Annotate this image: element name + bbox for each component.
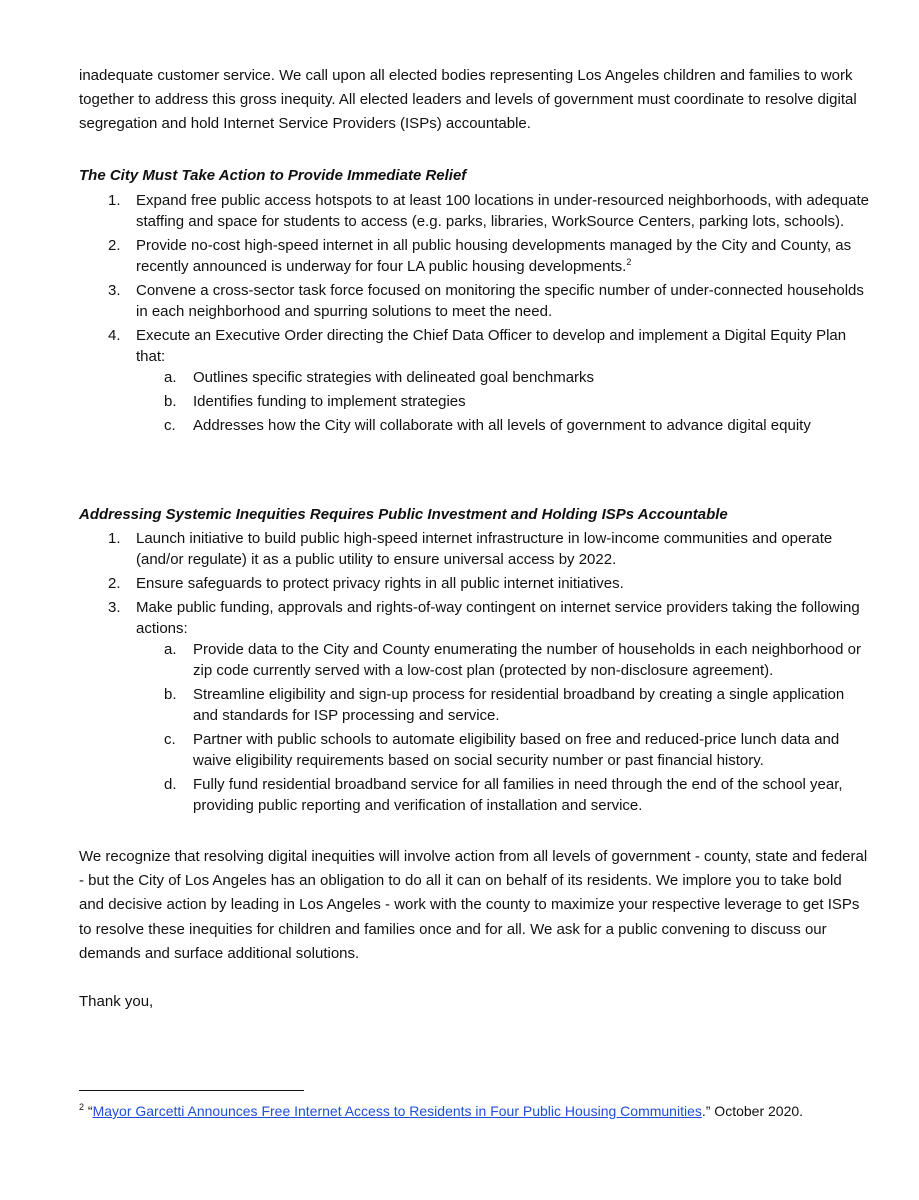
sublist-item [136,684,869,726]
list-item-text: Make public funding, approvals and rights-of-way contingent on internet service providers taking the following actions: [136,598,860,637]
footnote-citation-tail: .” October 2020. [701,1103,804,1119]
sublist-item-text: Fully fund residential broadband service for all families in need through the end of the school year, providing public reporting and verification of installation and service. [193,775,843,814]
immediate-relief-list [79,190,869,438]
list-item-number: 4. [108,326,121,344]
list-item [79,573,869,594]
list-item-text: Convene a cross-sector task force focused on monitoring the specific number of under-connected households in each neighborhood and spurring solutions to meet the need. [136,281,864,321]
sublist-item-letter: d. [164,775,177,793]
sublist-item [136,391,869,412]
digital-equity-plan-sublist [136,367,869,436]
sublist-item [136,639,869,681]
sublist-item [136,415,869,436]
list-item-number: 3. [108,598,121,616]
list-item-number: 2. [108,236,121,254]
footnote-separator [79,1090,304,1091]
closing-paragraph: We recognize that resolving digital inequities will involve action from all levels of government - county, state and federal - but the City of Los Angeles has an obligation to do all it can on behalf of its residents. We implore you to take bold and decisive action by leading in Los Angeles - work with the county to maximize your respective leverage to get ISPs to resolve these inequities for children and families once and for all. We ask for a public convening to discuss our demands and surface additional solutions. [79,848,868,962]
list-item-number: 2. [108,574,121,592]
sublist-item [136,729,869,771]
list-item [79,190,869,232]
systemic-inequities-list [79,528,869,819]
sublist-item [136,367,869,388]
footnote-link[interactable]: Mayor Garcetti Announces Free Internet Access to Residents in Four Public Housing Communities [92,1103,702,1119]
sublist-item-text: Streamline eligibility and sign-up process for residential broadband by creating a single application and standards for ISP processing and service. [193,685,845,725]
list-item [79,325,869,436]
footnote-open-quote: “ [87,1103,93,1119]
sublist-item-text: Addresses how the City will collaborate with all levels of government to advance digital equity [193,416,811,434]
sublist-item-text: Identifies funding to implement strategies [193,392,466,410]
sublist-item-letter: a. [164,641,177,659]
footnote [79,1101,869,1121]
section-heading-immediate-relief: The City Must Take Action to Provide Immediate Relief [79,167,467,184]
intro-paragraph: inadequate customer service. We call upon all elected bodies representing Los Angeles children and families to work together to address this gross inequity. All elected leaders and levels of government must coordinate to resolve digital segregation and hold Internet Service Providers (ISPs) accountable. [79,67,857,133]
isp-actions-sublist [136,639,869,816]
list-item [79,597,869,817]
sublist-item-letter: b. [164,392,177,410]
sublist-item-text: Provide data to the City and County enumerating the number of households in each neighborhood or zip code currently served with a low-cost plan (protected by non-disclosure agreement). [193,641,861,680]
sublist-item-text: Outlines specific strategies with delineated goal benchmarks [193,369,595,387]
list-item [79,235,869,277]
sublist-item-letter: c. [164,730,176,748]
list-item-text: Expand free public access hotspots to at least 100 locations in under-resourced neighborhoods, with adequate staffing and space for students to access (e.g. parks, libraries, WorkSource Centers, parking lots, schools). [136,192,869,231]
list-item-text: Launch initiative to build public high-speed internet infrastructure in low-income communities and operate (and/or regulate) it as a public utility to ensure universal access by 2022. [136,530,833,569]
sublist-item [136,774,869,816]
list-item-number: 1. [108,530,121,547]
list-item-text: Execute an Executive Order directing the Chief Data Officer to develop and implement a Digital Equity Plan that: [136,326,847,365]
sublist-item-letter: a. [164,369,177,387]
list-item-number: 1. [108,192,121,209]
sublist-item-letter: b. [164,685,177,703]
list-item-text: Ensure safeguards to protect privacy rights in all public internet initiatives. [136,574,624,592]
list-item-text: Provide no-cost high-speed internet in all public housing developments managed by the City and County, as recently announced is underway for four LA public housing developments. [136,236,852,276]
sign-off: Thank you, [79,993,154,1010]
section-heading-systemic-inequities: Addressing Systemic Inequities Requires Public Investment and Holding ISPs Accountable [79,506,728,523]
list-item [79,528,869,570]
sublist-item-text: Partner with public schools to automate eligibility based on free and reduced-price lunch data and waive eligibility requirements based on social security number or past financial history. [193,730,840,770]
list-item [79,280,869,322]
sublist-item-letter: c. [164,416,176,434]
list-item-number: 3. [108,281,121,299]
footnote-marker: 2 [79,1102,85,1112]
footnote-reference: 2 [626,257,632,268]
